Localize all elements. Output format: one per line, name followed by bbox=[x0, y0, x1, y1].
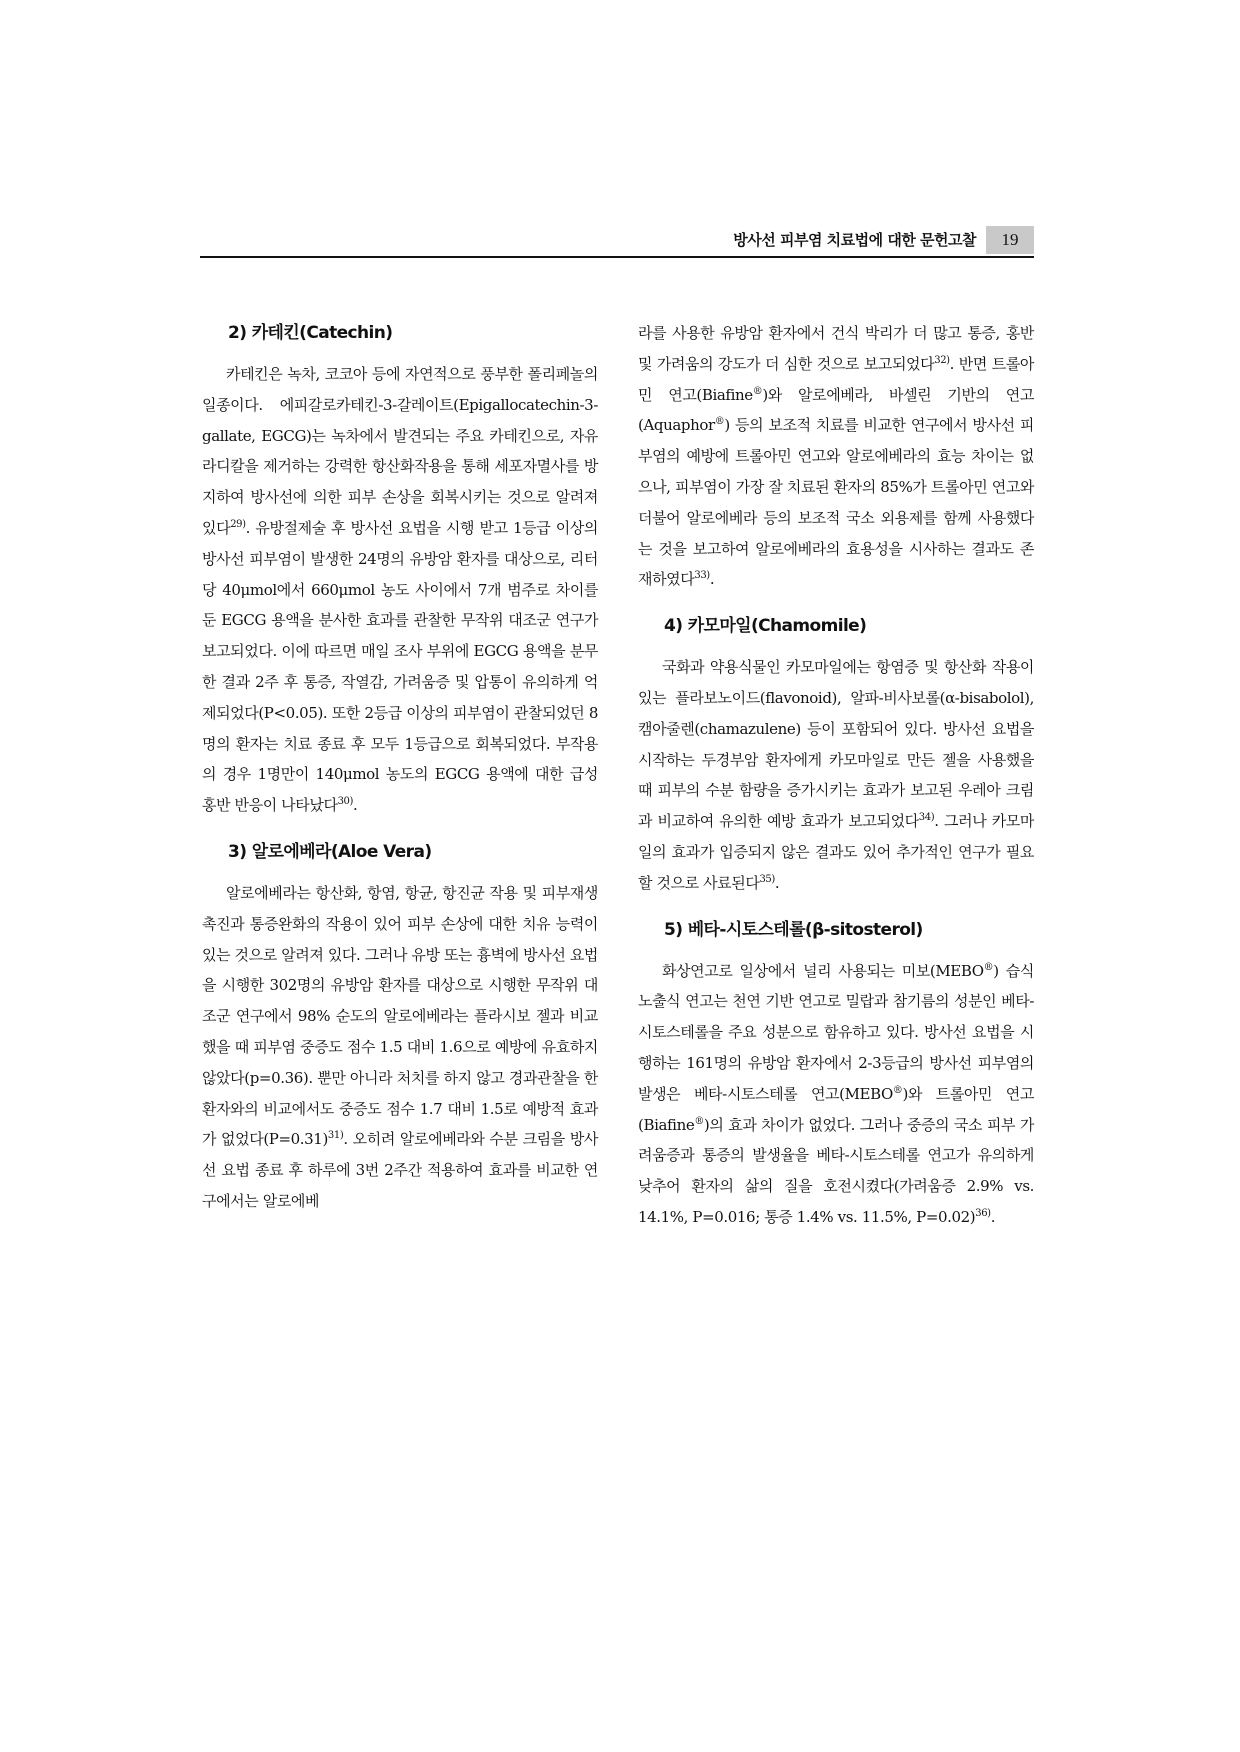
paragraph-aloe-vera-continued: 라를 사용한 유방암 환자에서 건식 박리가 더 많고 통증, 홍반 및 가려움의 강도가 더 심한 것으로 보고되었다$^{32)}$. 반면 트롤아민 연고(Biafine®)와 알로에베라, 바셀린 기반의 연고(Aquaphor®) 등의 보조적 치료를 비교한 연구에서 방사선 피부염의 예방에 트롤아민 연고와 알로에베라의 효능 차이는 없으나, 피부염이 가장 잘 치료된 환자의 85%가 트롤아민 연고와 더불어 알로에베라 등의 보조적 국소 외용제를 함께 사용했다는 것을 보고하여 알로에베라의 효용성을 시사하는 결과도 존재하였다$^{33)}$. bbox=[638, 324, 1034, 589]
citation-ref: 34) bbox=[918, 812, 935, 824]
paragraph-beta-sitosterol: 화상연고로 일상에서 널리 사용되는 미보(MEBO®) 습식노출식 연고는 천연 기반 연고로 밀랍과 참기름의 성분인 베타-시토스테롤을 주요 성분으로 함유하고 있다. 방사선 요법을 시행하는 161명의 유방암 환자에서 2-3등급의 방사선 피부염의 발생은 베타-시토스테롤 연고(MEBO®)와 트롤아민 연고(Biafine®)의 효과 차이가 없었다. 그러나 중증의 국소 피부 가려움증과 통증의 발생율을 베타-시토스테롤 연고가 유의하게 낮추어 환자의 삶의 질을 호전시켰다(가려움증 2.9% vs. 14.1%, P=0.016; 통증 1.4% vs. 11.5%, P=0.02)$^{36)}$. bbox=[638, 961, 1034, 1226]
registered-mark: ® bbox=[892, 1084, 903, 1096]
citation-ref: 32) bbox=[934, 354, 950, 366]
section-heading-aloe-vera: 3) 알로에베라(Aloe Vera) bbox=[228, 841, 432, 862]
section-heading-catechin: 2) 카테킨(Catechin) bbox=[228, 323, 393, 343]
registered-mark: ® bbox=[714, 416, 725, 428]
citation-ref: 30) bbox=[337, 796, 353, 808]
citation-ref: 29) bbox=[230, 518, 246, 530]
paragraph-catechin: 카테킨은 녹차, 코코아 등에 자연적으로 풍부한 폴리페놀의 일종이다. 에피갈로카테킨-3-갈레이트(Epigallocatechin-3-gallate, EGCG)는 녹차에서 발견되는 주요 카테킨으로, 자유라디칼을 제거하는 강력한 항산화작용을 통해 세포자멸사를 방지하여 방사선에 의한 피부 손상을 회복시키는 것으로 알려져 있다$^{29)}$. 유방절제술 후 방사선 요법을 시행 받고 1등급 이상의 방사선 피부염이 발생한 24명의 유방암 환자를 대상으로, 리터 당 40μmol에서 660μmol 농도 사이에서 7개 범주로 차이를 둔 EGCG 용액을 분사한 효과를 관찰한 무작위 대조군 연구가 보고되었다. 이에 따르면 매일 조사 부위에 EGCG 용액을 분무한 결과 2주 후 통증, 작열감, 가려움증 및 압통이 유의하게 억제되었다(P<0.05). 또한 2등급 이상의 피부염이 관찰되었던 8명의 환자는 치료 종료 후 모두 1등급으로 회복되었다. 부작용의 경우 1명만이 140μmol 농도의 EGCG 용액에 대한 급성 홍반 반응이 나타났다$^{30)}$. bbox=[202, 365, 598, 815]
running-title: 방사선 피부염 치료법에 대한 문헌고찰 bbox=[733, 231, 976, 249]
registered-mark: ® bbox=[694, 1115, 704, 1127]
page-number: 19 bbox=[986, 226, 1034, 254]
citation-ref: 35) bbox=[759, 873, 775, 885]
running-header bbox=[200, 226, 1034, 258]
right-column bbox=[638, 318, 1034, 1249]
left-column bbox=[202, 318, 598, 1233]
paragraph-aloe-vera: 알로에베라는 항산화, 항염, 항균, 항진균 작용 및 피부재생 촉진과 통증완화의 작용이 있어 피부 손상에 대한 치유 능력이 있는 것으로 알려져 있다. 그러나 유방 또는 흉벽에 방사선 요법을 시행한 302명의 유방암 환자를 대상으로 시행한 무작위 대조군 연구에서 98% 순도의 알로에베라는 플라시보 젤과 비교했을 때 피부염 중증도 점수 1.5 대비 1.6으로 예방에 유효하지 않았다(p=0.36). 뿐만 아니라 처치를 하지 않고 경과관찰을 한 환자와의 비교에서도 중증도 점수 1.7 대비 1.5로 예방적 효과가 없었다(P=0.31)$^{31)}$. 오히려 알로에베라와 수분 크림을 방사선 요법 종료 후 하루에 3번 2주간 적용하여 효과를 비교한 연구에서는 알로에베 bbox=[202, 883, 599, 1210]
section-heading-chamomile: 4) 카모마일(Chamomile) bbox=[664, 616, 867, 637]
citation-ref: 31) bbox=[327, 1130, 344, 1142]
section-heading-beta-sitosterol: 5) 베타-시토스테롤(β-sitosterol) bbox=[664, 919, 923, 940]
paragraph-chamomile: 국화과 약용식물인 카모마일에는 항염증 및 항산화 작용이 있는 플라보노이드(flavonoid), 알파-비사보롤(α-bisabolol), 캠아줄렌(chamazulene) 등이 포함되어 있다. 방사선 요법을 시작하는 두경부암 환자에게 카모마일로 만든 젤을 사용했을 때 피부의 수분 함량을 증가시키는 효과가 보고된 우레아 크림과 비교하여 유의한 예방 효과가 보고되었다$^{34)}$. 그러나 카모마일의 효과가 입증되지 않은 결과도 있어 추가적인 연구가 필요할 것으로 사료된다$^{35)}$. bbox=[638, 658, 1034, 892]
registered-mark: ® bbox=[752, 385, 763, 397]
citation-ref: 33) bbox=[694, 570, 710, 582]
registered-mark: ® bbox=[983, 961, 994, 973]
citation-ref: 36) bbox=[975, 1207, 991, 1219]
